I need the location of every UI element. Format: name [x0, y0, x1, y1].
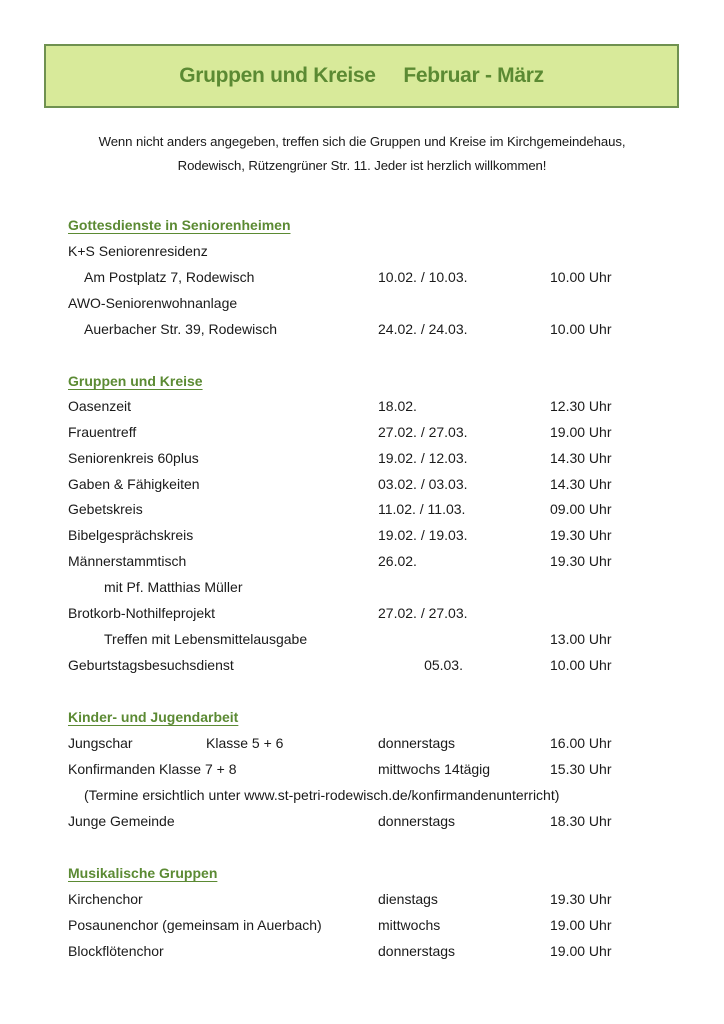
section-title-gottesdienste: Gottesdienste in Seniorenheimen	[68, 217, 291, 233]
item-name: Am Postplatz 7, Rodewisch	[84, 269, 255, 285]
list-item	[0, 450, 724, 472]
list-item	[0, 398, 724, 420]
list-item	[0, 917, 724, 939]
item-time: 14.30 Uhr	[550, 450, 612, 466]
item-date: mittwochs	[378, 917, 441, 933]
item-time: 09.00 Uhr	[550, 501, 612, 517]
item-name: Oasenzeit	[68, 398, 132, 414]
list-item	[0, 476, 724, 498]
item-date: 26.02.	[378, 553, 417, 569]
item-name: AWO-Seniorenwohnanlage	[68, 295, 238, 311]
page-title: Gruppen und Kreise Februar - März	[179, 64, 544, 87]
item-date: mittwochs 14tägig	[378, 761, 491, 777]
item-time: 19.00 Uhr	[550, 943, 612, 959]
section-title-musikalische: Musikalische Gruppen	[68, 865, 218, 881]
intro-text	[40, 130, 684, 178]
item-name: Konfirmanden Klasse 7 + 8	[68, 761, 237, 777]
item-name: Kirchenchor	[68, 891, 143, 907]
item-time: 15.30 Uhr	[550, 761, 612, 777]
item-date: 24.02. / 24.03.	[378, 321, 468, 337]
list-item	[0, 891, 724, 913]
item-date: 19.02. / 12.03.	[378, 450, 468, 466]
item-date: 27.02. / 27.03.	[378, 605, 468, 621]
list-item	[0, 761, 724, 783]
intro-line-1: Wenn nicht anders angegeben, treffen sich die Gruppen und Kreise im Kirchgemeindehaus,	[98, 134, 626, 149]
item-time: 18.30 Uhr	[550, 813, 612, 829]
item-name: mit Pf. Matthias Müller	[104, 579, 243, 595]
list-item	[0, 813, 724, 835]
item-name: K+S Seniorenresidenz	[68, 243, 208, 259]
item-date: donnerstags	[378, 943, 456, 959]
item-date: 05.03.	[424, 657, 463, 673]
item-sub: Klasse 5 + 6	[206, 735, 284, 751]
item-time: 13.00 Uhr	[550, 631, 612, 647]
list-item	[0, 501, 724, 523]
item-time: 19.00 Uhr	[550, 917, 612, 933]
item-time: 12.30 Uhr	[550, 398, 612, 414]
intro-line-2: Rodewisch, Rützengrüner Str. 11. Jeder ist herzlich willkommen!	[177, 158, 547, 173]
item-name: Geburtstagsbesuchsdienst	[68, 657, 234, 673]
item-date: 03.02. / 03.03.	[378, 476, 468, 492]
list-item	[0, 553, 724, 575]
item-time: 19.30 Uhr	[550, 527, 612, 543]
list-item	[0, 631, 724, 653]
list-item	[0, 735, 724, 757]
item-time: 14.30 Uhr	[550, 476, 612, 492]
item-time: 19.30 Uhr	[550, 891, 612, 907]
item-name: Jungschar	[68, 735, 133, 751]
item-date: 19.02. / 19.03.	[378, 527, 468, 543]
item-time: 10.00 Uhr	[550, 269, 612, 285]
section-title-gruppen: Gruppen und Kreise	[68, 373, 203, 389]
list-item	[0, 243, 724, 265]
item-name: Gebetskreis	[68, 501, 143, 517]
item-name: Posaunenchor (gemeinsam in Auerbach)	[68, 917, 322, 933]
list-item	[0, 579, 724, 601]
item-name: Treffen mit Lebensmittelausgabe	[104, 631, 308, 647]
list-item	[0, 295, 724, 317]
item-name: Seniorenkreis 60plus	[68, 450, 199, 466]
item-time: 10.00 Uhr	[550, 321, 612, 337]
item-name: Brotkorb-Nothilfeprojekt	[68, 605, 216, 621]
item-name: Frauentreff	[68, 424, 137, 440]
item-name: Gaben & Fähigkeiten	[68, 476, 200, 492]
konfirmanden-note: (Termine ersichtlich unter www.st-petri-rodewisch.de/konfirmandenunterricht)	[84, 787, 560, 803]
item-name: Auerbacher Str. 39, Rodewisch	[84, 321, 277, 337]
item-name: Blockflötenchor	[68, 943, 164, 959]
list-item	[0, 605, 724, 627]
item-date: 11.02. / 11.03.	[378, 501, 466, 517]
item-time: 19.00 Uhr	[550, 424, 612, 440]
list-item	[0, 657, 724, 679]
item-time: 19.30 Uhr	[550, 553, 612, 569]
item-time: 16.00 Uhr	[550, 735, 612, 751]
item-date: donnerstags	[378, 813, 456, 829]
item-name: Männerstammtisch	[68, 553, 187, 569]
list-item	[0, 527, 724, 549]
item-time: 10.00 Uhr	[550, 657, 612, 673]
item-date: 10.02. / 10.03.	[378, 269, 468, 285]
item-date: 27.02. / 27.03.	[378, 424, 468, 440]
item-date: dienstags	[378, 891, 438, 907]
item-name: Bibelgesprächskreis	[68, 527, 194, 543]
item-date: donnerstags	[378, 735, 456, 751]
list-item	[0, 424, 724, 446]
list-item	[0, 321, 724, 343]
item-name: Junge Gemeinde	[68, 813, 175, 829]
section-title-kinder-jugend: Kinder- und Jugendarbeit	[68, 709, 239, 725]
list-item	[0, 943, 724, 965]
item-date: 18.02.	[378, 398, 417, 414]
list-item	[0, 269, 724, 291]
header-box	[44, 44, 679, 108]
